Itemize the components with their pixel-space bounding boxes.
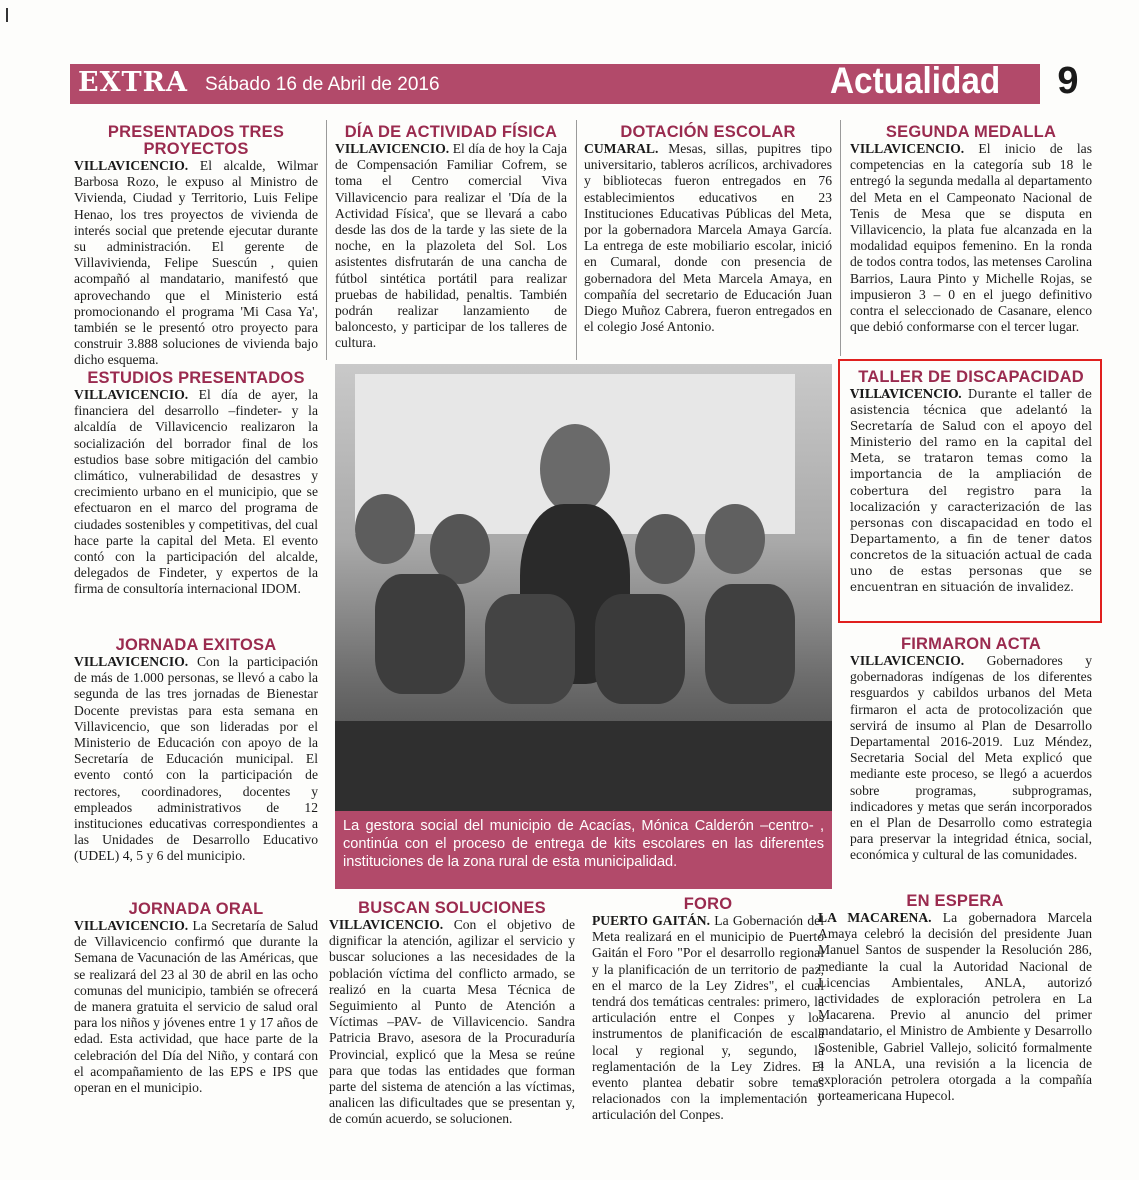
article-body xyxy=(74,158,318,369)
article-body xyxy=(74,654,318,865)
article-foro xyxy=(592,896,824,1124)
article-en-espera xyxy=(818,893,1092,1104)
news-photo xyxy=(335,364,832,811)
article-body xyxy=(335,141,567,352)
article-estudios xyxy=(74,370,318,598)
article-text: Durante el taller de asistencia técnica que adelantó la Secretaría de Salud con el apoyo del Ministerio del ramo en la capital del Meta, se trataron temas como la importancia de la ampliación de cobertura del registro para la localización y caracterización de las personas con discapacidad en todo el Departamento, a fin de tener datos concretos de la situación actual de cada uno de estas personas que se encuentran en situación de invalidez. xyxy=(850,387,1092,595)
article-title: FORO xyxy=(683,895,733,913)
article-text: El inicio de las competencias en la categoría sub 18 le entregó la segunda medalla al departamento del Meta en el Campeonato Nacional de Tenis de Mesa que se disputa en Villavicencio, la plata fue alcanzada en la modalidad equipos femenino. En la ronda de todos contra todos, las metenses Carolina Barrios, Laura Pinto y Michelle Rojas, se impusieron 3 – 0 en el juego definitivo contra el seleccionado de Casanare, elenco que debió conformarse con el tercer lugar. xyxy=(850,141,1092,335)
photo-figure xyxy=(705,584,795,704)
article-dateline: VILLAVICENCIO. xyxy=(329,917,444,932)
article-body xyxy=(329,917,575,1128)
article-presentados xyxy=(74,124,318,369)
column-divider xyxy=(326,120,327,360)
article-segunda-medalla xyxy=(850,124,1092,335)
article-title: JORNADA EXITOSA xyxy=(115,636,277,654)
page-number: 9 xyxy=(1040,58,1096,106)
article-text: Gobernadores y gobernadoras indígenas de los diferentes resguardos y cabildos urbanos del Meta firmaron el acta de protocolización que servirá de insumo al Plan de Desarrollo Departamental 2016-2019. Luz Méndez, Secretaria Social del Meta explicó que mediante este proceso, se llegó a acuerdos sobre programas, subprogramas, indicadores y metas que serán incorporados en el Plan de Desarrollo como estrategia para preservar la integridad étnica, social, económica y cultural de las comunidades. xyxy=(850,653,1092,863)
newspaper-logo: EXTRA xyxy=(78,67,189,98)
article-title: FIRMARON ACTA xyxy=(900,635,1042,653)
article-dateline: VILLAVICENCIO. xyxy=(850,141,965,156)
article-body xyxy=(74,387,318,598)
photo-figure xyxy=(375,574,465,694)
article-dateline: VILLAVICENCIO. xyxy=(74,387,189,402)
article-title: ESTUDIOS PRESENTADOS xyxy=(87,369,305,387)
photo-figure xyxy=(540,424,610,514)
article-body xyxy=(592,913,824,1124)
article-dateline: CUMARAL. xyxy=(584,141,659,156)
article-dateline: PUERTO GAITÁN. xyxy=(592,913,710,928)
column-divider xyxy=(576,120,577,360)
article-title: PRESENTADOS TRES PROYECTOS xyxy=(107,123,285,158)
article-dateline: VILLAVICENCIO. xyxy=(850,653,965,668)
article-body xyxy=(850,653,1092,864)
section-title: Actualidad xyxy=(830,60,1001,101)
article-title: TALLER DE DISCAPACIDAD xyxy=(858,368,1084,386)
article-dateline: VILLAVICENCIO. xyxy=(335,141,450,156)
article-text: Con el objetivo de dignificar la atención, agilizar el servicio y buscar soluciones a las necesidades de la población víctima del conflicto armado, se realizó en la cuarta Mesa Técnica de Seguimiento al Punto de Atención a Víctimas –PAV- de Villavicencio. Sandra Patricia Bravo, asesora de la Procuraduría Provincial, explicó que la Mesa se reúne para que todas las entidades que forman parte del sistema de atención a las víctimas, analicen las dificultades que se presentan y, de común acuerdo, se solucionen. xyxy=(329,917,575,1127)
article-title: EN ESPERA xyxy=(906,892,1004,910)
article-body xyxy=(818,910,1092,1104)
article-actividad-fisica xyxy=(335,124,567,352)
issue-date: Sábado 16 de Abril de 2016 xyxy=(205,74,440,95)
article-text: Con la participación de más de 1.000 personas, se llevó a cabo la segunda de las tres jornadas de Bienestar Docente previstas para esta semana en Villavicencio, que son lideradas por el Ministerio de Educación con apoyo de la Secretaría de Educación municipal. El evento contó con la participación de rectores, coordinadores, docentes y empleados administrativos de 12 instituciones educativas correspondientes a las Unidades de Desarrollo Educativo (UDEL) 4, 5 y 6 del municipio. xyxy=(74,654,318,864)
article-text: El alcalde, Wilmar Barbosa Rozo, le expuso al Ministro de Vivienda, Ciudad y Territorio, Luis Felipe Henao, los tres proyectos de vivienda de interés social que pretende ejecutar durante su administración. El gerente de Villavivienda, Felipe Suescún , quien acompañó al mandatario, manifestó que aprovechando que el Ministerio está promocionando el programa 'Mi Casa Ya', también se le presentó otro proyecto para construir 3.888 soluciones de vivienda bajo dicho esquema. xyxy=(74,158,318,368)
article-text: El día de ayer, la financiera del desarrollo –findeter- y la alcaldía de Villavicencio realizaron la socialización del borrador final de los estudios base sobre mitigación del cambio climático, vulnerabilidad de desastres y crecimiento urbano en el municipio, que se efectuaron en el marco del programa de ciudades sostenibles y competitivas, del cual hace parte la capital del Meta. El evento contó con la participación del alcalde, delegados de Findeter, y expertos de la firma de consultoría internacional IDOM. xyxy=(74,387,318,597)
article-text: La gobernadora Marcela Amaya celebró la decisión del presidente Juan Manuel Santos de suspender la Resolución 286, mediante la cual la Autoridad Nacional de Licencias Ambientales, ANLA, autorizó actividades de exploración petrolera en La Macarena. Previo al anuncio del primer mandatario, el Ministro de Ambiente y Desarrollo Sostenible, Gabriel Vallejo, solicitó formalmente a la ANLA, una revisión a la licencia de exploración petrolera otorgada a la compañía norteamericana Hupecol. xyxy=(818,910,1092,1104)
photo-caption: La gestora social del municipio de Acacías, Mónica Calderón –centro- , continúa con el proceso de entrega de kits escolares en las diferentes instituciones de la zona rural de esta municipalidad. xyxy=(343,818,824,870)
article-body xyxy=(74,918,318,1096)
photo-figure xyxy=(485,594,575,704)
article-title: JORNADA ORAL xyxy=(128,900,264,918)
photo-desks xyxy=(335,721,832,811)
article-dateline: VILLAVICENCIO. xyxy=(74,158,189,173)
article-text: El día de hoy la Caja de Compensación Familiar Cofrem, se toma el Centro comercial Viva Villavicencio para realizar el 'Día de la Actividad Física', que se llevará a cabo desde las dos de la tarde y las siete de la noche, en la plazoleta del Sol. Los asistentes disfrutarán de una cancha de fútbol sintética portátil para realizar pruebas de habilidad, penaltis. También podrán realizar lanzamiento de baloncesto, y participar de los talleres de cultura. xyxy=(335,141,567,351)
article-title: DÍA DE ACTIVIDAD FÍSICA xyxy=(344,123,558,141)
article-text: Mesas, sillas, pupitres tipo universitario, tableros acrílicos, archivadores y bibliotecas fueron entregados en 76 establecimientos educativos en 23 Instituciones Educativas Públicas del Meta, por la gobernadora Marcela Amaya García. La entrega de este mobiliario escolar, inició en Cumaral, donde con presencia de gobernadora del Meta Marcela Amaya, en compañía del secretario de Educación Juan Diego Muñoz Cabrera, fueron entregados en el colegio José Antonio. xyxy=(584,141,832,335)
article-firmaron xyxy=(850,636,1092,864)
photo-figure xyxy=(635,514,695,584)
article-dateline: VILLAVICENCIO. xyxy=(850,387,962,401)
photo-figure xyxy=(355,494,415,564)
photo-figure xyxy=(595,594,685,704)
article-text: La Gobernación del Meta realizará en el municipio de Puerto Gaitán el Foro "Por el desarrollo regional y la planificación de un territorio de paz, en el marco de la Ley Zidres", el cual tendrá dos temáticas centrales: primero, la articulación entre el Conpes y los instrumentos de planificación de escala local y regional y, segundo, la reglamentación de la Ley Zidres. El evento plantea debatir sobre temas relacionados con la implementación y articulación del Conpes. xyxy=(592,913,824,1123)
crop-mark xyxy=(6,8,8,22)
article-jornada-oral xyxy=(74,901,318,1096)
photo-caption-box xyxy=(335,811,832,889)
article-title: DOTACIÓN ESCOLAR xyxy=(620,123,796,141)
article-body xyxy=(850,141,1092,335)
photo-figure xyxy=(705,504,765,574)
article-body xyxy=(584,141,832,335)
article-dateline: VILLAVICENCIO. xyxy=(74,654,189,669)
highlight-box xyxy=(838,359,1102,623)
article-jornada-exitosa xyxy=(74,637,318,865)
article-dateline: VILLAVICENCIO. xyxy=(74,918,189,933)
article-title: SEGUNDA MEDALLA xyxy=(885,123,1057,141)
article-dotacion xyxy=(584,124,832,335)
article-title: BUSCAN SOLUCIONES xyxy=(358,899,546,917)
article-dateline: LA MACARENA. xyxy=(818,910,932,925)
article-buscan xyxy=(329,900,575,1128)
article-text: La Secretaría de Salud de Villavicencio confirmó que durante la Semana de Vacunación de las Américas, que se realizará del 23 al 30 de abril en las ocho comunas del municipio, también se ofrecerá de manera gratuita el servicio de salud oral para los niños y jóvenes entre 1 y 17 años de edad. Esta actividad, que hace parte de la celebración del Día del Niño, y contará con el acompañamiento de las EPS e IPS que operan en el municipio. xyxy=(74,918,318,1096)
column-divider xyxy=(840,120,841,356)
